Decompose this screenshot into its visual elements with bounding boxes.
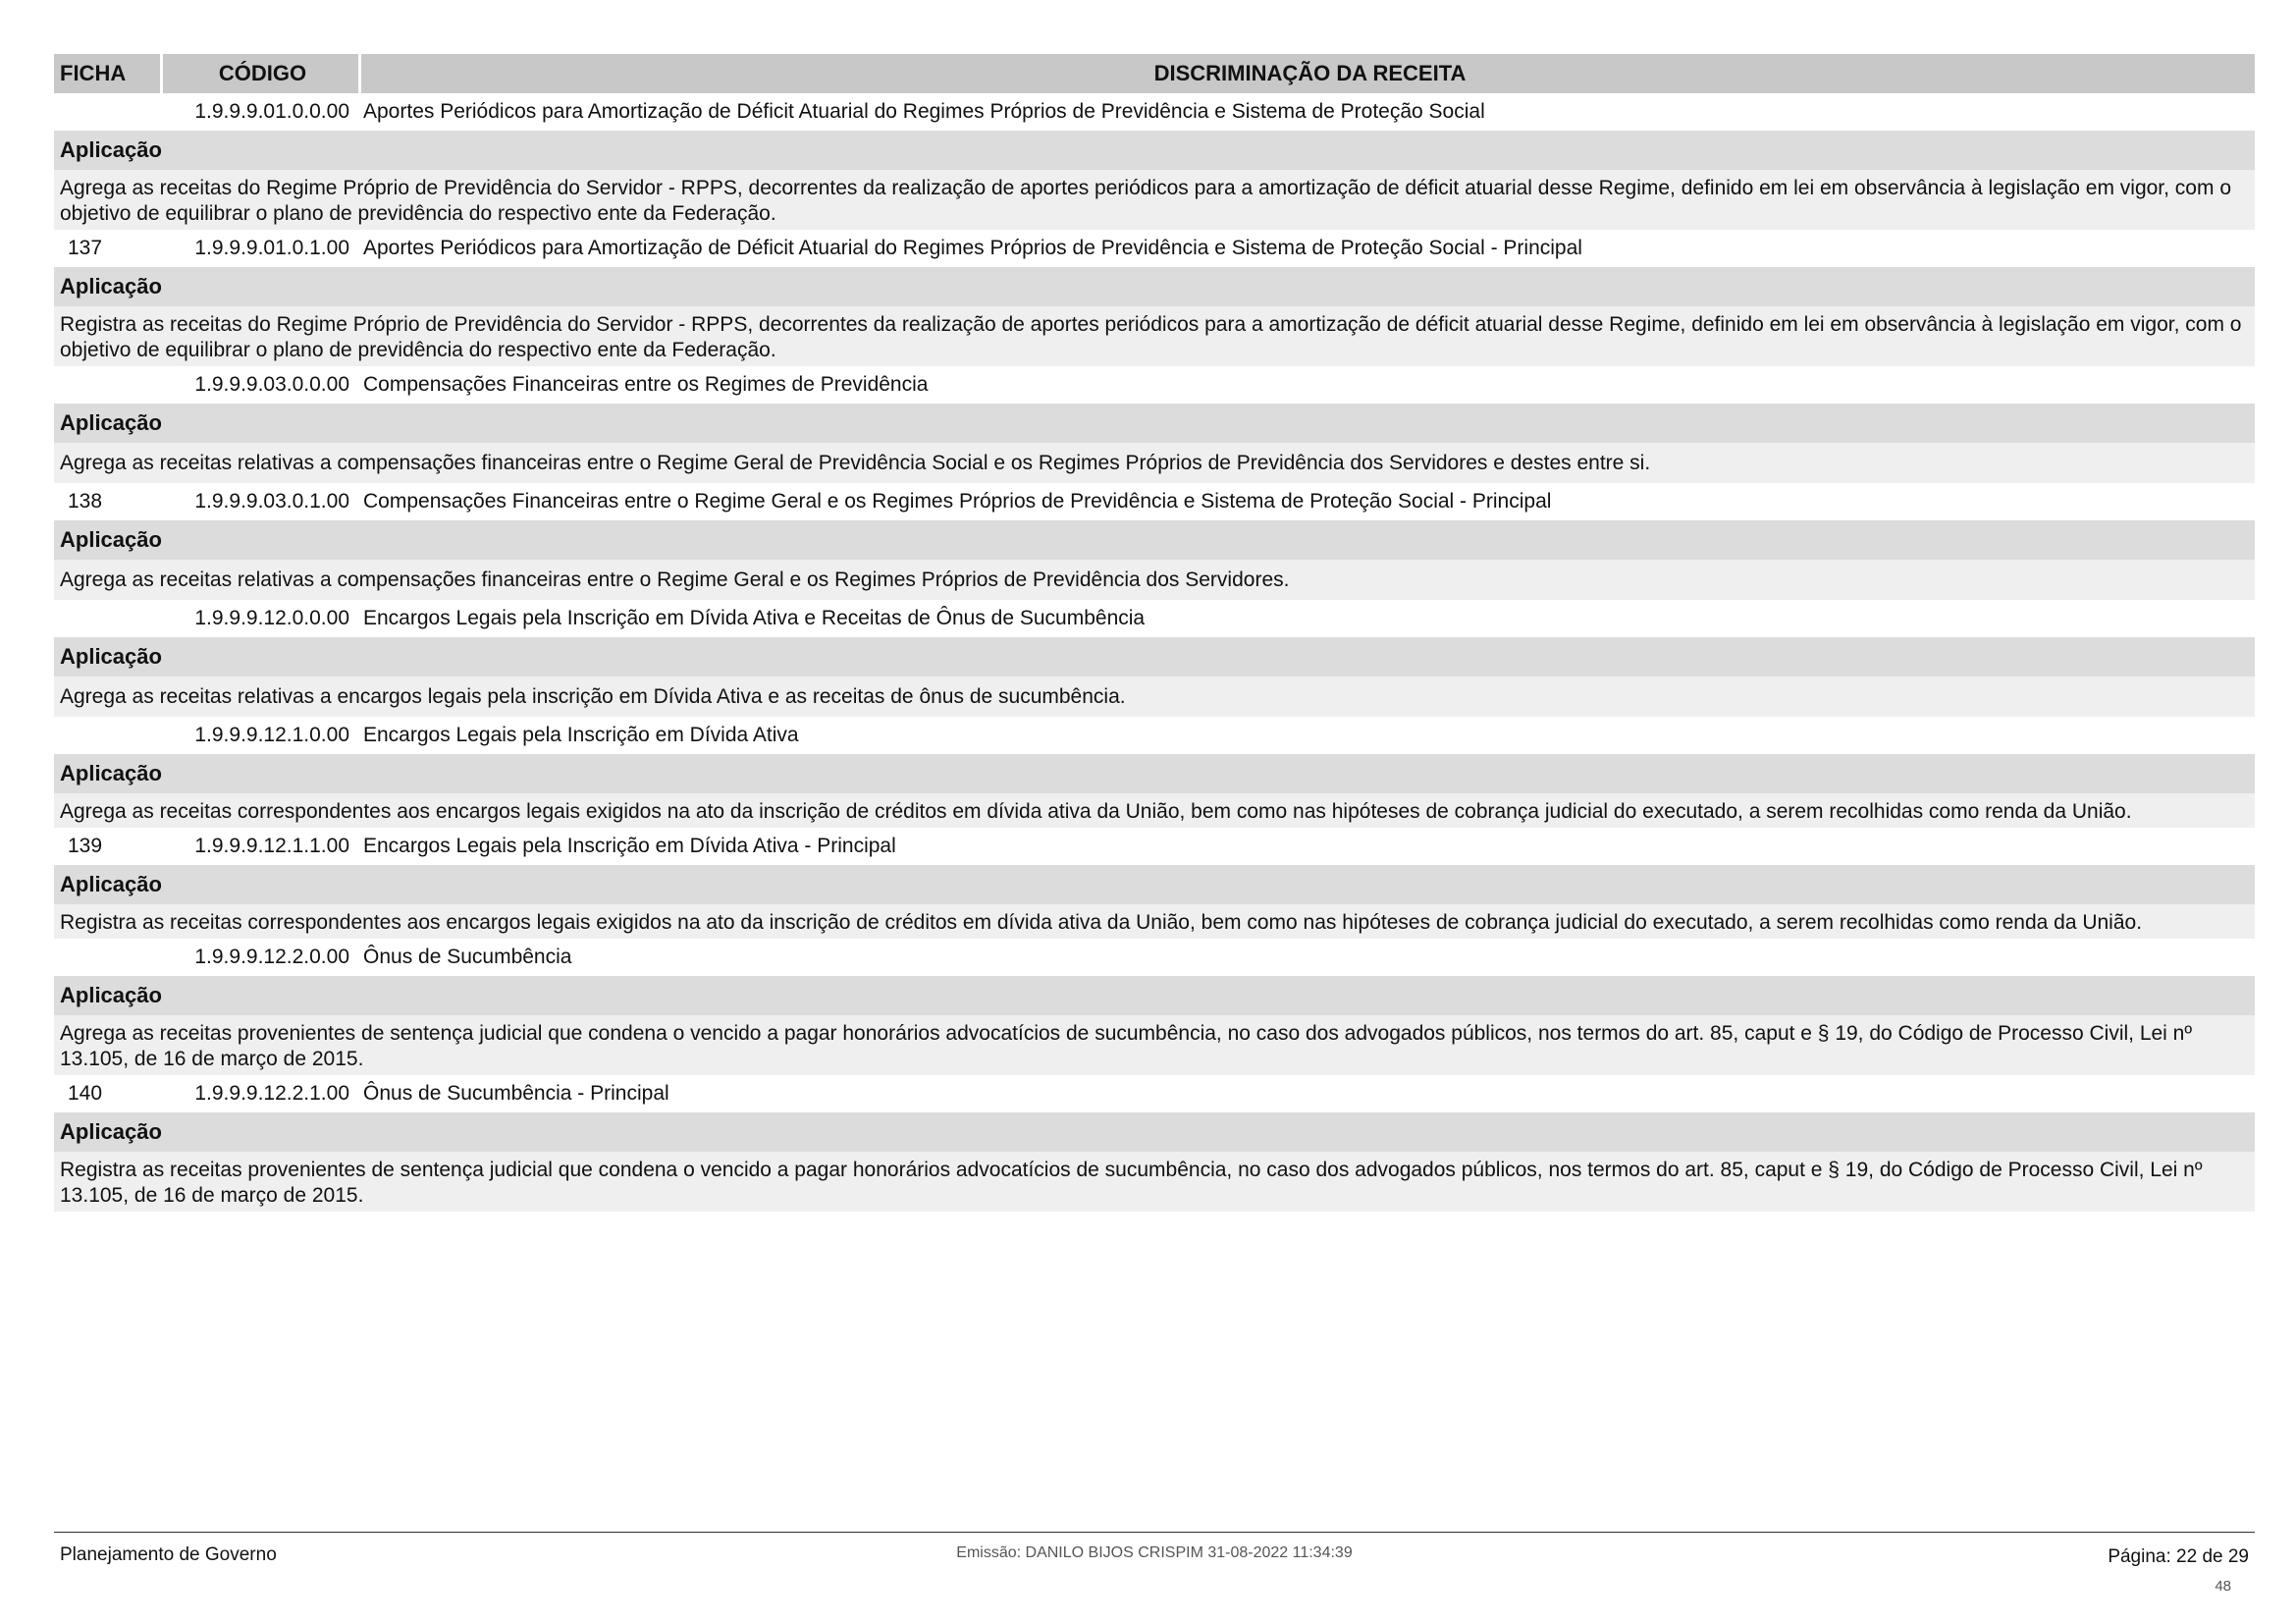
record-codigo: 1.9.9.9.01.0.1.00	[194, 237, 349, 259]
aplicacao-text: Agrega as receitas relativas a compensações financeiras entre o Regime Geral e os Regimes Próprios de Previdência dos Servidores.	[54, 560, 2255, 600]
header-descricao: DISCRIMINAÇÃO DA RECEITA	[1153, 61, 1467, 85]
footer-emission: Emissão: DANILO BIJOS CRISPIM 31-08-2022 11:34:39	[956, 1544, 1353, 1561]
aplicacao-label: Aplicação	[54, 404, 2255, 443]
record-ficha: 140	[68, 1082, 103, 1105]
record-ficha: 137	[68, 237, 103, 259]
record-descricao: Compensações Financeiras entre o Regime Geral e os Regimes Próprios de Previdência e Sistema de Proteção Social - Principal	[363, 490, 1552, 513]
aplicacao-label: Aplicação	[54, 1112, 2255, 1152]
header-codigo: CÓDIGO	[218, 61, 307, 85]
record-codigo: 1.9.9.9.01.0.0.00	[194, 100, 349, 123]
record-row	[54, 1075, 2255, 1112]
aplicacao-text: Agrega as receitas do Regime Próprio de Previdência do Servidor - RPPS, decorrentes da realização de aportes periódicos para a amortização de déficit atuarial desse Regime, definido em lei em observância à legislação em vigor, com o objetivo de equilibrar o plano de previdência do respectivo ente da Federação.	[54, 170, 2255, 230]
aplicacao-label: Aplicação	[54, 976, 2255, 1015]
header-separator	[358, 54, 361, 93]
aplicacao-text: Registra as receitas do Regime Próprio de Previdência do Servidor - RPPS, decorrentes da realização de aportes periódicos para a amortização de déficit atuarial desse Regime, definido em lei em observância à legislação em vigor, com o objetivo de equilibrar o plano de previdência do respectivo ente da Federação.	[54, 306, 2255, 366]
record-descricao: Encargos Legais pela Inscrição em Dívida Ativa - Principal	[363, 835, 896, 857]
aplicacao-label: Aplicação	[54, 520, 2255, 560]
footer-department: Planejamento de Governo	[60, 1544, 277, 1565]
aplicacao-text: Registra as receitas provenientes de sentença judicial que condena o vencido a pagar honorários advocatícios de sucumbência, no caso dos advogados públicos, nos termos do art. 85, caput e § 19, do Código de Processo Civil, Lei nº 13.105, de 16 de março de 2015.	[54, 1152, 2255, 1212]
aplicacao-label: Aplicação	[54, 637, 2255, 676]
aplicacao-text: Registra as receitas correspondentes aos encargos legais exigidos na ato da inscrição de créditos em dívida ativa da União, bem como nas hipóteses de cobrança judicial do executado, a serem recolhidas como renda da União.	[54, 904, 2255, 939]
aplicacao-text: Agrega as receitas correspondentes aos encargos legais exigidos na ato da inscrição de créditos em dívida ativa da União, bem como nas hipóteses de cobrança judicial do executado, a serem recolhidas como renda da União.	[54, 793, 2255, 828]
table-header	[54, 54, 2255, 93]
record-codigo: 1.9.9.9.12.2.0.00	[194, 946, 349, 968]
record-descricao: Ônus de Sucumbência - Principal	[363, 1082, 669, 1105]
header-ficha: FICHA	[60, 61, 127, 85]
aplicacao-label: Aplicação	[54, 754, 2255, 793]
record-ficha: 139	[68, 835, 103, 857]
revenue-table	[54, 54, 2255, 1212]
record-row	[54, 366, 2255, 404]
record-codigo: 1.9.9.9.03.0.0.00	[194, 373, 349, 396]
footer-pagination: Página: 22 de 29	[2108, 1546, 2249, 1567]
aplicacao-text: Agrega as receitas provenientes de sentença judicial que condena o vencido a pagar honorários advocatícios de sucumbência, no caso dos advogados públicos, nos termos do art. 85, caput e § 19, do Código de Processo Civil, Lei nº 13.105, de 16 de março de 2015.	[54, 1015, 2255, 1075]
page-footer	[54, 1532, 2255, 1595]
record-codigo: 1.9.9.9.03.0.1.00	[194, 490, 349, 513]
record-codigo: 1.9.9.9.12.1.1.00	[194, 835, 349, 857]
aplicacao-label: Aplicação	[54, 131, 2255, 170]
aplicacao-label: Aplicação	[54, 865, 2255, 904]
record-descricao: Encargos Legais pela Inscrição em Dívida Ativa e Receitas de Ônus de Sucumbência	[363, 607, 1146, 629]
record-descricao: Ônus de Sucumbência	[363, 946, 572, 968]
record-row	[54, 600, 2255, 637]
record-descricao: Aportes Periódicos para Amortização de Déficit Atuarial do Regimes Próprios de Previdência e Sistema de Proteção Social - Principal	[363, 237, 1582, 259]
record-row	[54, 483, 2255, 520]
record-descricao: Encargos Legais pela Inscrição em Dívida Ativa	[363, 724, 799, 746]
header-separator	[160, 54, 163, 93]
record-row	[54, 939, 2255, 976]
record-row	[54, 828, 2255, 865]
record-codigo: 1.9.9.9.12.2.1.00	[194, 1082, 349, 1105]
footer-page-number: 48	[2215, 1578, 2231, 1595]
record-descricao: Aportes Periódicos para Amortização de Déficit Atuarial do Regimes Próprios de Previdência e Sistema de Proteção Social	[363, 100, 1485, 123]
record-row	[54, 93, 2255, 131]
record-codigo: 1.9.9.9.12.1.0.00	[194, 724, 349, 746]
record-codigo: 1.9.9.9.12.0.0.00	[194, 607, 349, 629]
aplicacao-text: Agrega as receitas relativas a compensações financeiras entre o Regime Geral de Previdência Social e os Regimes Próprios de Previdência dos Servidores e destes entre si.	[54, 443, 2255, 483]
record-row	[54, 230, 2255, 267]
record-ficha: 138	[68, 490, 103, 513]
record-descricao: Compensações Financeiras entre os Regimes de Previdência	[363, 373, 929, 396]
record-row	[54, 717, 2255, 754]
aplicacao-label: Aplicação	[54, 267, 2255, 306]
aplicacao-text: Agrega as receitas relativas a encargos legais pela inscrição em Dívida Ativa e as receitas de ônus de sucumbência.	[54, 676, 2255, 717]
